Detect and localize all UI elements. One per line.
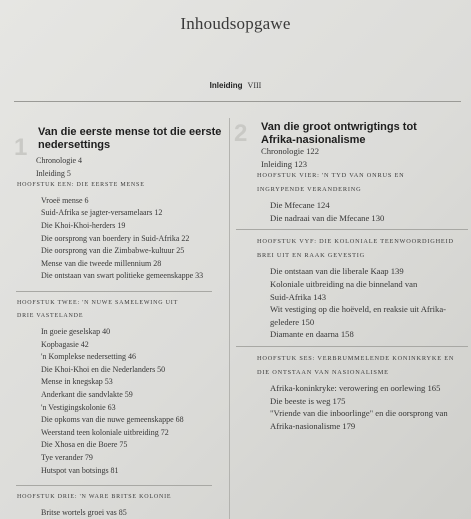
section-rule xyxy=(16,485,212,486)
chapter-heading: HOOFSTUK VYF: DIE KOLONIALE TEENWOORDIGHEID xyxy=(257,238,454,246)
toc-entry[interactable]: geledere 150 xyxy=(270,316,315,327)
part-number: 2 xyxy=(234,120,248,147)
toc-entry[interactable]: Die opkoms van die nuwe gemeenskappe 68 xyxy=(41,415,184,425)
section-rule xyxy=(236,229,468,230)
toc-entry[interactable]: Afrika-nasionalisme 179 xyxy=(270,420,356,431)
toc-entry[interactable]: Die beeste is weg 175 xyxy=(270,395,346,406)
toc-entry[interactable]: Die ontstaan van die liberale Kaap 139 xyxy=(270,266,404,277)
section-rule xyxy=(16,291,212,292)
toc-entry[interactable]: Britse wortels groei vas 85 xyxy=(41,507,127,517)
toc-entry[interactable]: Diamante en daarna 158 xyxy=(270,329,354,340)
chapter-heading: DIE ONTSTAAN VAN NASIONALISME xyxy=(257,369,389,376)
toc-entry[interactable]: Die oorsprong van boerdery in Suid-Afrika 22 xyxy=(41,233,190,243)
intro-page: VIII xyxy=(247,81,262,90)
section-rule xyxy=(236,346,468,347)
top-rule xyxy=(14,101,461,102)
intro-entry xyxy=(0,81,471,90)
toc-entry[interactable]: Suid-Afrika se jagter-versamelaars 12 xyxy=(41,208,163,218)
chapter-heading: HOOFSTUK VIER: 'N TYD VAN ONRUS EN xyxy=(257,172,405,180)
toc-entry[interactable]: Vroeë mense 6 xyxy=(41,195,89,205)
column-divider xyxy=(229,118,230,519)
chapter-heading: HOOFSTUK EEN: DIE EERSTE MENSE xyxy=(17,182,145,189)
toc-entry[interactable]: Die oorsprong van die Zimbabwe-kultuur 25 xyxy=(41,246,185,256)
toc-entry[interactable]: Die Khoi-Khoi-herders 19 xyxy=(41,220,126,230)
toc-entry[interactable]: Die Khoi-Khoi en die Nederlanders 50 xyxy=(41,364,166,374)
toc-entry[interactable]: Mense van die tweede millennium 28 xyxy=(41,258,162,268)
toc-entry[interactable]: Hutspot van botsings 81 xyxy=(41,465,119,475)
toc-entry[interactable]: 'n Vestigingskolonie 63 xyxy=(41,402,116,412)
intro-label: Inleiding xyxy=(209,81,243,90)
part-title-line: nedersettings xyxy=(38,139,111,151)
part-title-line: Van die eerste mense tot die eerste xyxy=(38,126,222,138)
toc-entry[interactable]: Mense in knegskap 53 xyxy=(41,377,113,387)
toc-entry[interactable]: Inleiding 123 xyxy=(261,158,308,169)
toc-entry[interactable]: Chronologie 4 xyxy=(36,156,82,165)
toc-entry[interactable]: Wit vestiging op die hoëveld, en reaksie uit Afrika- xyxy=(270,304,447,315)
toc-entry[interactable]: In goeie geselskap 40 xyxy=(41,326,111,336)
chapter-heading: HOOFSTUK DRIE: 'N WARE BRITSE KOLONIE xyxy=(17,494,172,501)
chapter-heading: BREI UIT EN RAAK GEVESTIG xyxy=(257,252,366,260)
chapter-heading: DRIE VASTELANDE xyxy=(17,313,84,320)
toc-entry[interactable]: Die Mfecane 124 xyxy=(270,200,330,211)
chapter-heading: HOOFSTUK SES: VERBRUMMELENDE KONINKRYKE EN xyxy=(257,355,455,362)
toc-entry[interactable]: Weerstand teen koloniale uitbreiding 72 xyxy=(41,427,169,437)
toc-entry[interactable]: Suid-Afrika 143 xyxy=(270,291,327,302)
toc-entry[interactable]: Kopbagasie 42 xyxy=(41,339,89,349)
part-title-line: Afrika-nasionalisme xyxy=(261,134,366,146)
part-title-line: Van die groot ontwrigtings tot xyxy=(261,121,417,133)
toc-entry[interactable]: Tye verander 79 xyxy=(41,452,93,462)
toc-entry[interactable]: "Vriende van die inboorlinge" en die oorsprong van xyxy=(270,408,448,419)
toc-entry[interactable]: 'n Komplekse nedersetting 46 xyxy=(41,352,136,362)
toc-entry[interactable]: Koloniale uitbreiding na die binneland van xyxy=(270,279,418,289)
page-title: Inhoudsopgawe xyxy=(180,14,291,33)
chapter-heading: INGRYPENDE VERANDERING xyxy=(257,186,362,194)
toc-entry[interactable]: Chronologie 122 xyxy=(261,146,320,156)
toc-entry[interactable]: Afrika-koninkryke: verowering en oorlewing 165 xyxy=(270,383,441,393)
toc-entry[interactable]: Die Xhosa en die Boere 75 xyxy=(41,440,128,450)
toc-entry[interactable]: Die ontstaan van swart politieke gemeenskappe 33 xyxy=(41,271,204,281)
toc-entry[interactable]: Anderkant die sandvlakte 59 xyxy=(41,389,133,399)
toc-entry[interactable]: Die nadraai van die Mfecane 130 xyxy=(270,212,385,223)
toc-entry[interactable]: Inleiding 5 xyxy=(36,168,71,178)
chapter-heading: HOOFSTUK TWEE: 'N NUWE SAMELEWING UIT xyxy=(17,299,179,306)
part-number: 1 xyxy=(14,134,28,161)
